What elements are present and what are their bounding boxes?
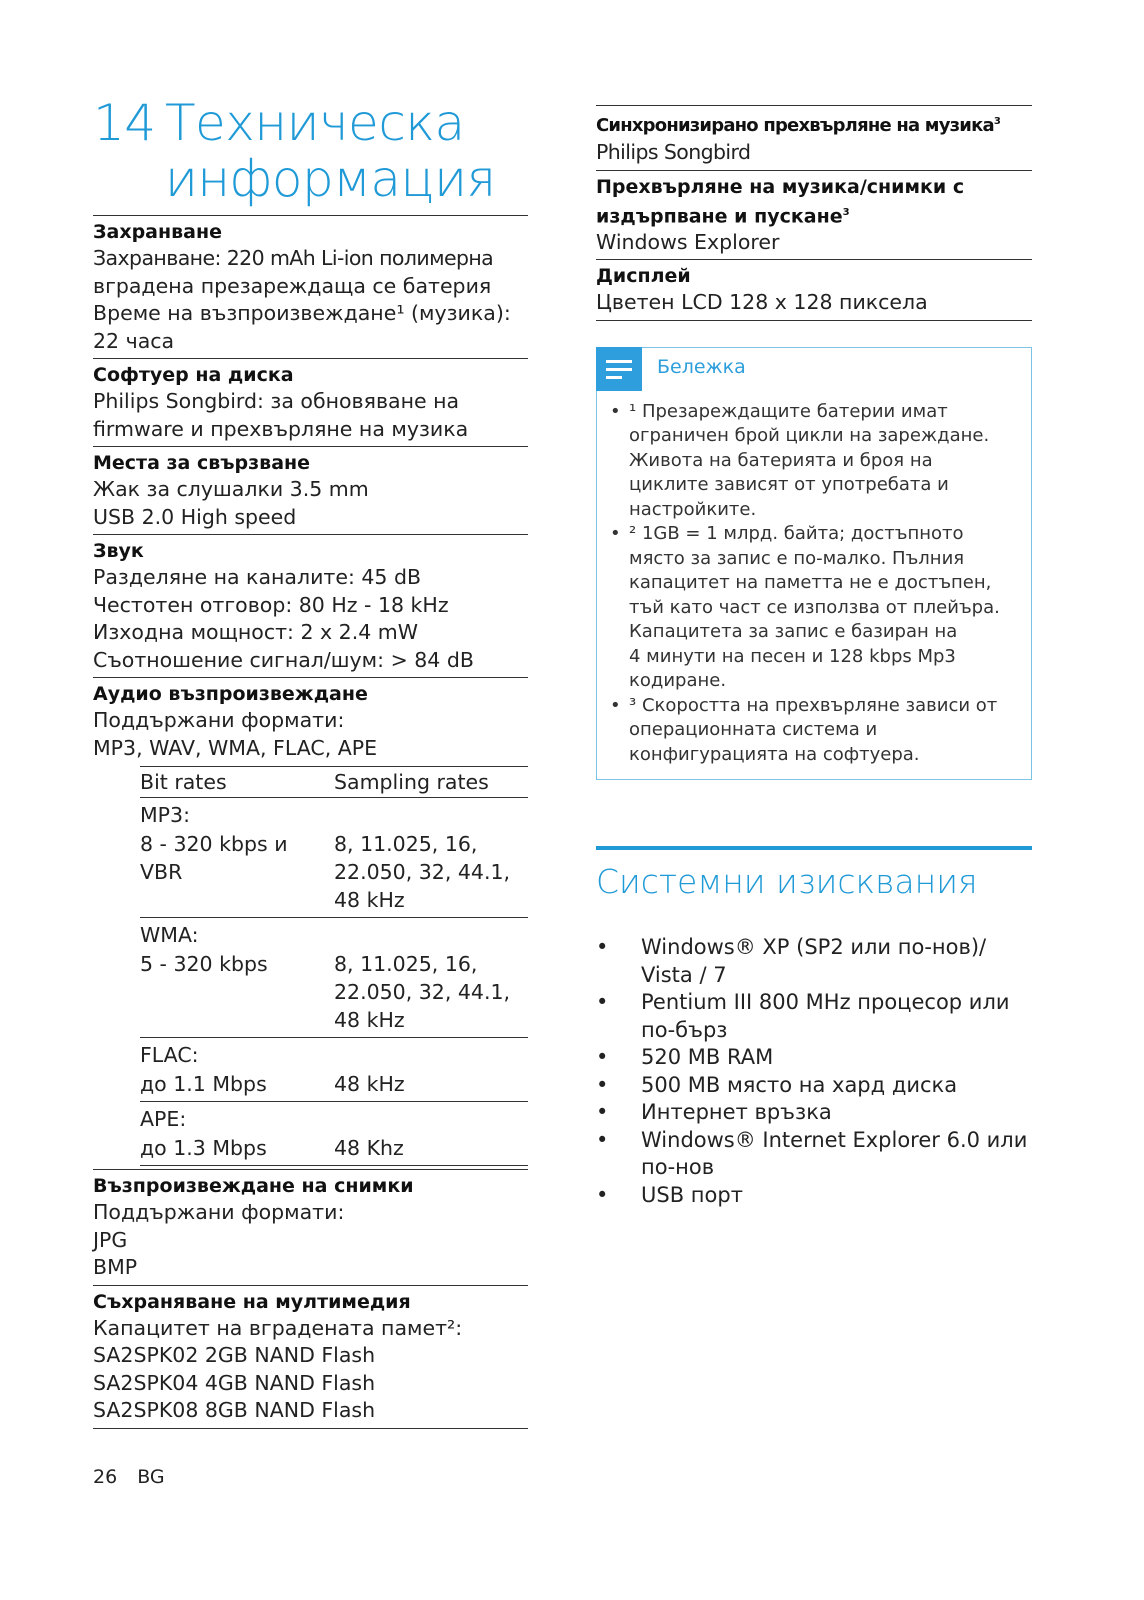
spec-section [93, 534, 528, 677]
spec-list [93, 215, 528, 1429]
spec-line: Windows Explorer [596, 229, 780, 254]
spec-line: firmware и прехвърляне на музика [93, 416, 469, 441]
section-heading [93, 681, 528, 707]
section-heading [93, 219, 528, 245]
note-line: тъй като част се използва от плейъра. [629, 596, 1000, 618]
note-item [629, 400, 1021, 523]
page-title [93, 95, 528, 207]
spec-section [596, 259, 1032, 321]
spec-line: SA2SPK08 8GB NAND Flash [93, 1398, 376, 1422]
section-heading [93, 538, 528, 564]
format-group [140, 918, 528, 1038]
sampling-rate-cell: 48 kHz [334, 1072, 405, 1096]
note-line: ограничен брой цикли на зареждане. [629, 425, 990, 447]
section-heading [596, 263, 1032, 289]
section-heading-text: Синхронизирано прехвърляне на музика [596, 115, 994, 136]
rates-row [140, 830, 528, 858]
spec-line: Захранване: 220 mAh Li-ion полимерна [93, 246, 494, 270]
section-divider [596, 846, 1032, 850]
rates-row [140, 858, 528, 886]
note-list [597, 390, 1031, 780]
spec-section [93, 215, 528, 358]
spec-line: вградена презареждаща се батерия [93, 273, 492, 298]
right-column [596, 105, 1032, 1209]
bit-rate-cell: до 1.1 Mbps [140, 1072, 267, 1096]
section-heading-text: Дисплей [596, 265, 691, 288]
spec-line: BMP [93, 1255, 138, 1279]
sampling-rate-cell: 48 Khz [334, 1136, 404, 1160]
spec-section [93, 1285, 528, 1429]
requirement-item [641, 1072, 1032, 1100]
bit-rate-cell [140, 886, 334, 914]
spec-line: Philips Songbird [596, 140, 751, 164]
note-line: операционната система и [629, 719, 878, 741]
section-heading-text: Прехвърляне на музика/снимки с [596, 175, 965, 198]
sampling-rate-cell: 22.050, 32, 44.1, [334, 860, 511, 884]
spec-line: USB 2.0 High speed [93, 504, 297, 529]
section-heading-text: Звук [93, 540, 144, 562]
requirement-line: • Windows® XP (SP2 или по-нов)/ [641, 935, 987, 960]
page-footer [93, 1466, 185, 1488]
left-column [93, 95, 528, 1429]
requirement-line: по-нов [641, 1155, 715, 1180]
bit-rate-cell [140, 1006, 334, 1034]
note-line: Живота на батерията и броя на [629, 449, 933, 471]
note-line: капацитет на паметта не е достъпен, [629, 572, 992, 594]
sampling-rate-cell: 8, 11.025, 16, [334, 952, 478, 976]
note-line: място за запис е по-малко. Пълния [629, 547, 965, 569]
rates-row [140, 978, 528, 1006]
spec-line: Изходна мощност: 2 x 2.4 mW [93, 620, 419, 644]
spec-line: JPG [93, 1227, 128, 1252]
spec-line: Разделяне на каналите: 45 dB [93, 565, 422, 589]
bit-rate-cell: VBR [140, 860, 183, 884]
note-line: конфигурацията на софтуера. [629, 743, 920, 765]
note-line: кодиране. [629, 670, 727, 692]
rates-row [140, 1070, 528, 1098]
sampling-rate-cell: 48 kHz [334, 888, 405, 912]
spec-list-right [596, 105, 1032, 321]
section-heading-text-2: издърпване и пускане [596, 204, 843, 227]
note-lines-icon [596, 347, 642, 391]
spec-line: Жак за слушалки 3.5 mm [93, 477, 369, 501]
spec-section [93, 358, 528, 446]
requirement-line: • USB порт [641, 1182, 743, 1207]
note-item [629, 694, 1021, 768]
section-heading-text: Съхраняване на мултимедия [93, 1290, 411, 1313]
section-heading [93, 450, 528, 476]
spec-line: Цветен LCD 128 x 128 пиксела [596, 290, 928, 315]
section-heading-text: Възпроизвеждане на снимки [93, 1175, 414, 1197]
format-group [140, 1038, 528, 1102]
spec-line: Честотен отговор: 80 Hz - 18 kHz [93, 592, 449, 617]
format-name: MP3: [140, 803, 190, 827]
note-line: • ² 1GB = 1 млрд. байта; достъпното [629, 523, 964, 545]
requirement-line: по-бърз [641, 1017, 728, 1042]
page-number: 26 [93, 1466, 118, 1488]
format-name: FLAC: [140, 1043, 199, 1067]
note-header [597, 348, 1031, 390]
note-line: • ³ Скоростта на прехвърляне зависи от [629, 694, 998, 716]
rates-row [140, 1134, 528, 1162]
requirement-line: • 520 MB RAM [641, 1045, 774, 1070]
spec-line: Капацитет на вградената памет²: [93, 1315, 463, 1340]
section-heading-text: Софтуер на диска [93, 364, 294, 386]
header-sampling-rates: Sampling rates [334, 770, 489, 794]
section-heading [596, 109, 1032, 139]
note-line: Капацитета за запис е базиран на [629, 621, 958, 643]
rates-row [140, 886, 528, 914]
requirement-item [641, 934, 1032, 989]
spec-section [596, 170, 1032, 260]
section-heading [93, 1173, 528, 1199]
note-line: настройките. [629, 498, 757, 520]
format-name: WMA: [140, 923, 199, 947]
spec-line: Време на възпроизвеждане¹ (музика): [93, 301, 511, 325]
bit-rate-cell: до 1.3 Mbps [140, 1136, 267, 1160]
footnote-mark: 3 [842, 206, 850, 218]
requirement-line: Vista / 7 [641, 962, 727, 987]
sampling-rate-cell: 8, 11.025, 16, [334, 832, 478, 856]
note-line: • ¹ Презареждащите батерии имат [629, 400, 948, 422]
requirement-item [641, 1099, 1032, 1127]
note-box [596, 347, 1032, 781]
note-item [629, 522, 1021, 694]
chapter-number: 14 [93, 94, 156, 152]
requirement-item [641, 1127, 1032, 1182]
note-line: циклите зависят от употребата и [629, 474, 949, 496]
footnote-mark: 3 [993, 116, 1001, 127]
spec-line: 22 часа [93, 328, 175, 353]
spec-section [93, 677, 528, 1169]
section-heading-text: Места за свързване [93, 452, 311, 474]
requirement-item [641, 1182, 1032, 1210]
note-label: Бележка [657, 355, 746, 378]
spec-section [93, 1169, 528, 1285]
requirement-item [641, 989, 1032, 1044]
rates-row [140, 1006, 528, 1034]
requirement-line: • Интернет връзка [641, 1100, 832, 1125]
sampling-rate-cell: 48 kHz [334, 1008, 405, 1032]
spec-line: Philips Songbird: за обновяване на [93, 389, 460, 413]
spec-line: SA2SPK04 4GB NAND Flash [93, 1370, 376, 1395]
section-heading-text: Аудио възпроизвеждане [93, 683, 368, 705]
bit-rate-cell: 8 - 320 kbps и [140, 832, 288, 856]
section-heading-text: Захранване [93, 221, 222, 243]
format-name: APE: [140, 1107, 187, 1131]
rates-table [140, 766, 528, 1166]
rates-header-row [140, 766, 528, 798]
title-line-2: информация [165, 150, 496, 208]
spec-line: Съотношение сигнал/шум: > 84 dB [93, 647, 474, 672]
note-line: 4 минути на песен и 128 kbps Mp3 [629, 645, 956, 667]
bit-rate-cell: 5 - 320 kbps [140, 952, 268, 976]
requirement-line: • Pentium III 800 MHz процесор или [641, 990, 1010, 1015]
title-line-1: Техническа [165, 94, 465, 152]
spec-section [93, 446, 528, 534]
format-group [140, 798, 528, 918]
rates-row [140, 950, 528, 978]
spec-line: MP3, WAV, WMA, FLAC, APE [93, 735, 378, 760]
spec-line: Поддържани формати: [93, 708, 345, 732]
header-bit-rates: Bit rates [140, 770, 227, 794]
format-group [140, 1102, 528, 1166]
section-heading [93, 362, 528, 388]
spec-section [596, 105, 1032, 170]
system-requirements-list [596, 934, 1032, 1209]
requirement-line: • 500 MB място на хард диска [641, 1072, 958, 1097]
bit-rate-cell [140, 978, 334, 1006]
sampling-rate-cell: 22.050, 32, 44.1, [334, 980, 511, 1004]
system-requirements-heading: Системни изисквания [596, 862, 978, 902]
spec-line: Поддържани формати: [93, 1200, 345, 1224]
requirement-line: • Windows® Internet Explorer 6.0 или [641, 1127, 1028, 1152]
spec-line: SA2SPK02 2GB NAND Flash [93, 1343, 376, 1367]
requirement-item [641, 1044, 1032, 1072]
language-code: BG [137, 1466, 165, 1488]
section-heading [596, 174, 1032, 229]
section-heading [93, 1289, 528, 1315]
